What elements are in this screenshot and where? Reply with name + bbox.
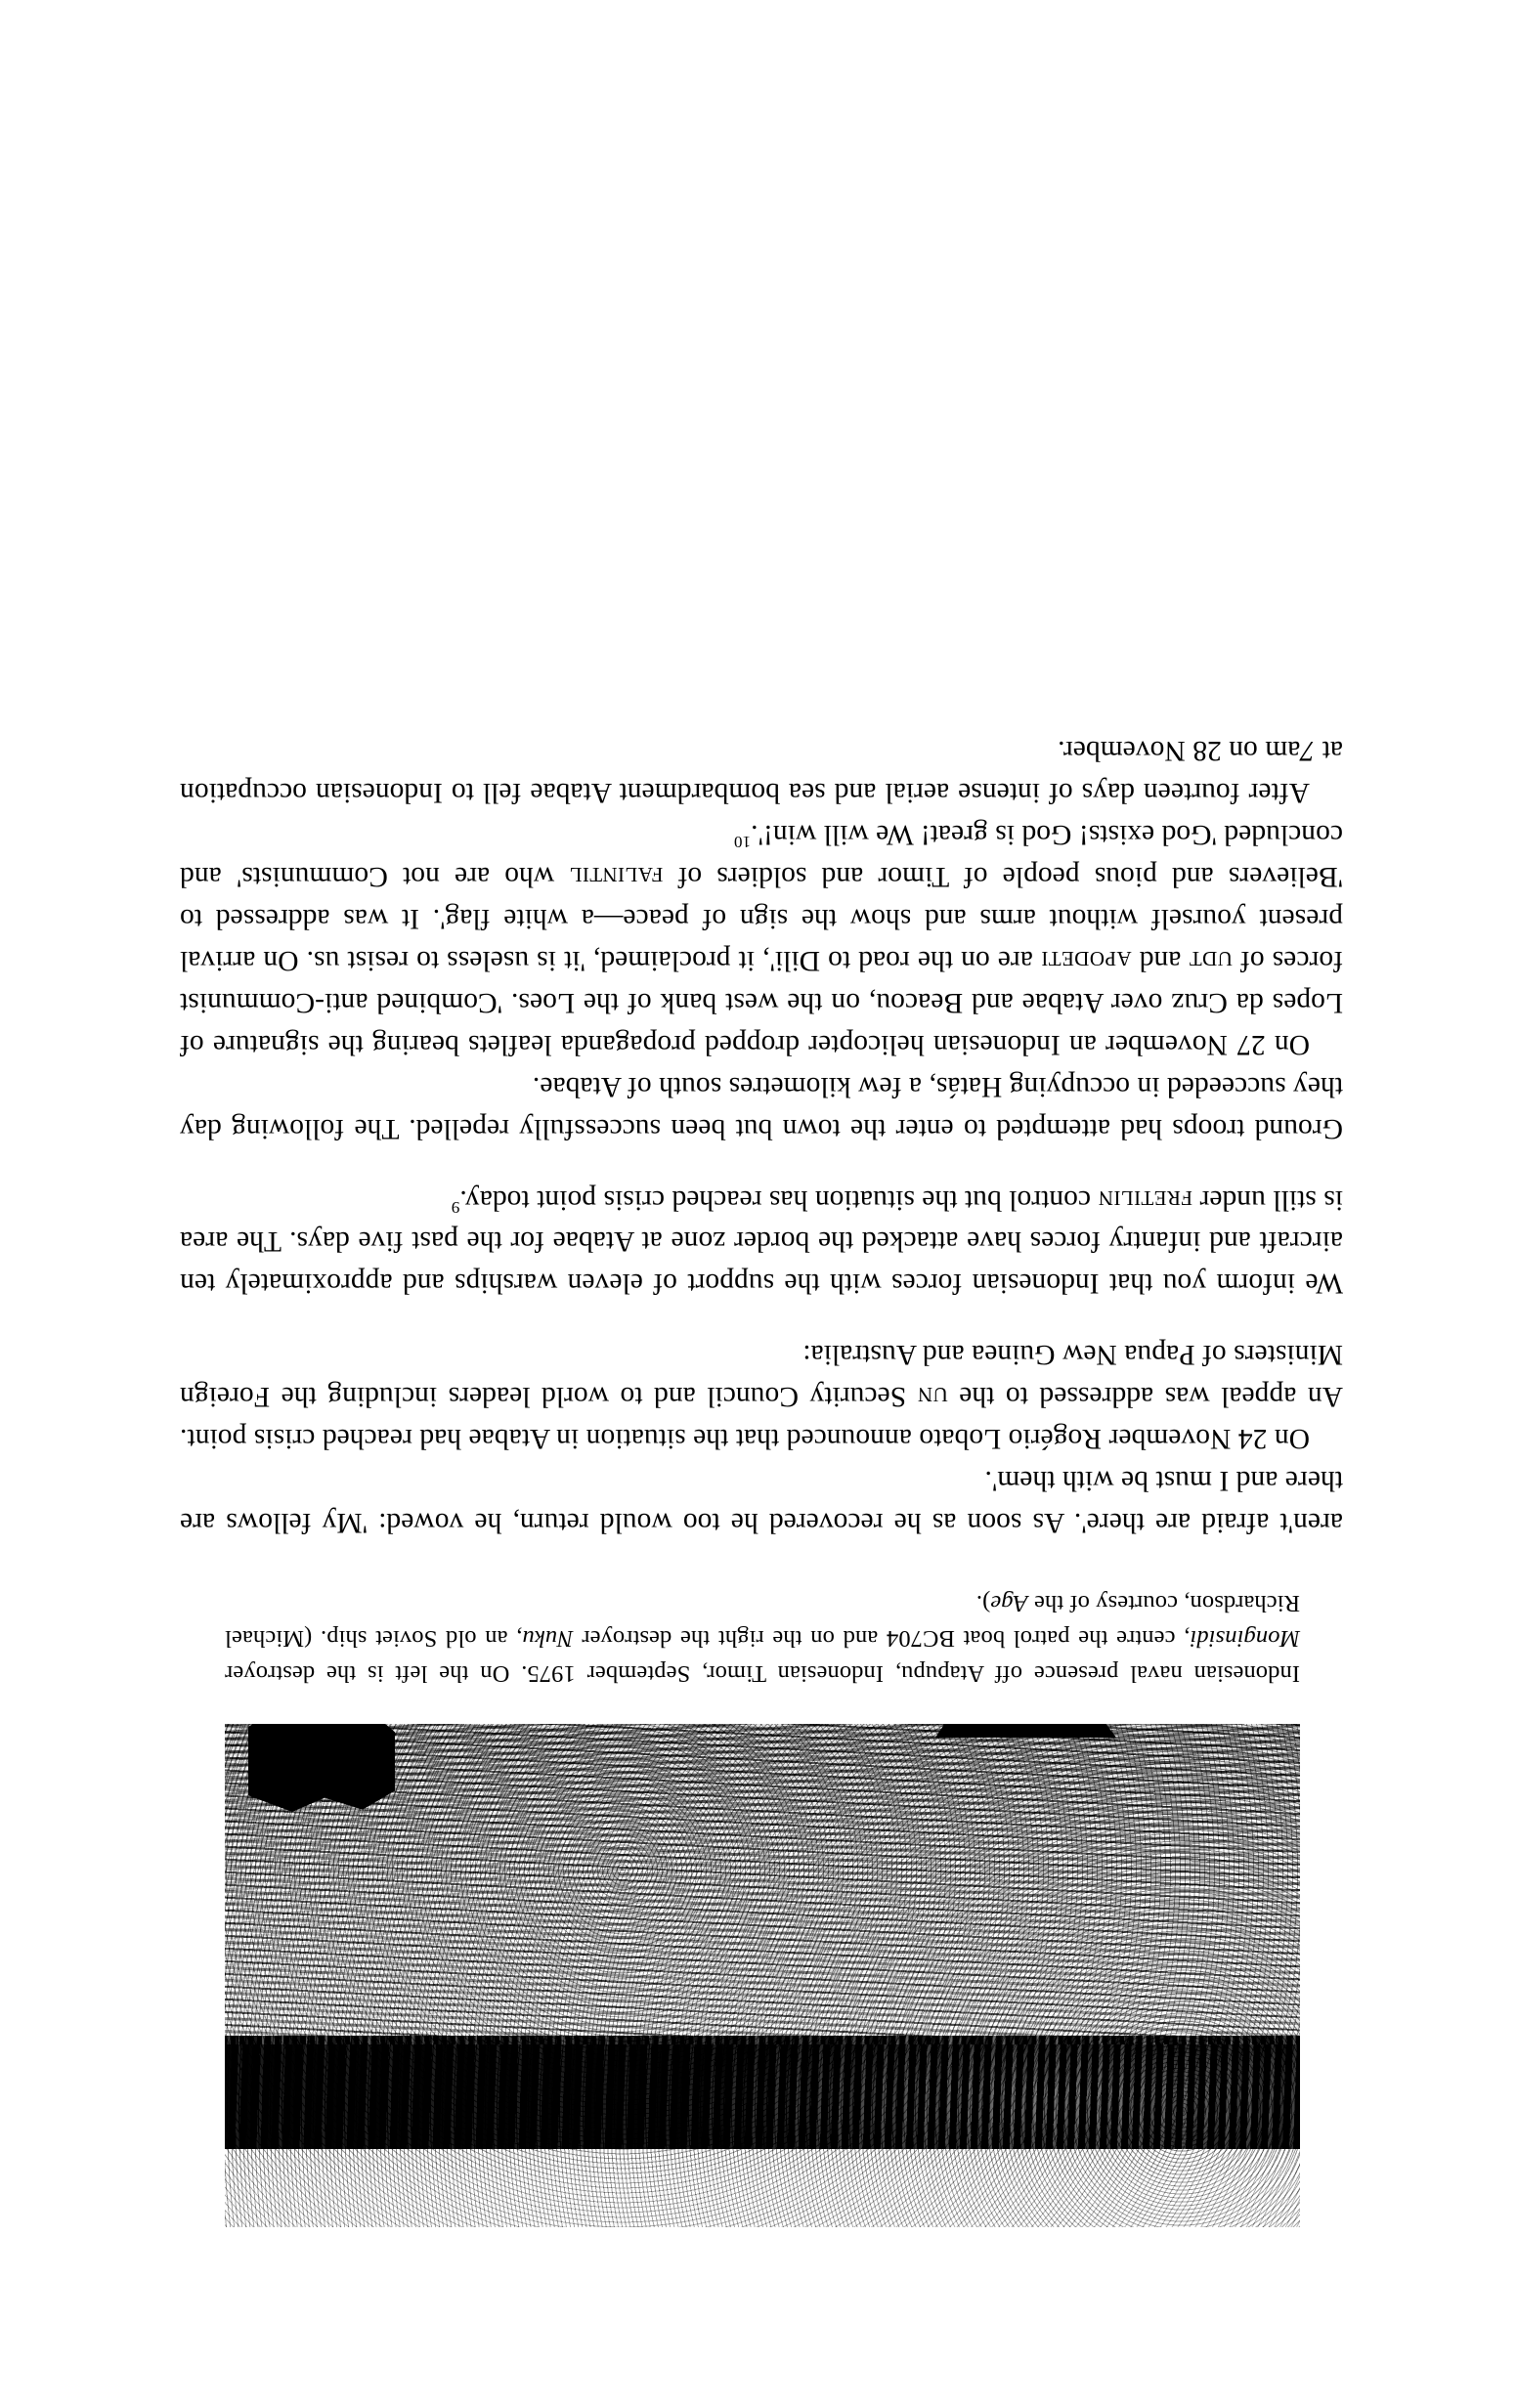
acronym-small-caps: fretilin	[1098, 1183, 1193, 1216]
body-paragraph	[180, 1333, 1343, 1459]
body-text-run: control but the situation has reached crisis point today.	[459, 1183, 1099, 1216]
body-paragraph	[180, 1179, 1343, 1305]
acronym-small-caps: apodeti	[1040, 944, 1132, 976]
body-text-run: On 27 November an Indonesian helicopter dropped propaganda leaflets bearing the signature of Lopes da Cruz over Atabae and Beacou, on the west bank of the Loes. 'Combined anti-Communist forces of	[180, 944, 1343, 1060]
acronym-small-caps: udt	[1189, 944, 1233, 976]
body-text-run: are on the road to Dili', it proclaimed, 'it is useless to resist us. On arrival present yourself without arms and show the sign of peace—a white flag'. It was addressed to 'Believers and pious people of Timor and soldiers of	[179, 861, 1343, 976]
figure-caption	[225, 1585, 1300, 1691]
italic-text: 7	[1300, 735, 1316, 767]
caption-ship-nuku: Nuku	[522, 1625, 574, 1652]
caption-ship-monginsidi: Monginsidi	[1190, 1625, 1300, 1652]
caption-text-1: Indonesian naval presence off Atapupu, Indonesian Timor, September 1975. On the left is the destroyer	[225, 1660, 1300, 1687]
body-text-column	[180, 729, 1343, 1543]
caption-source-age: Age	[990, 1590, 1028, 1616]
caption-text-2: , centre the patrol boat BC704 and on the right the destroyer	[573, 1625, 1191, 1652]
photograph	[225, 1724, 1300, 2227]
footnote-marker: 9	[451, 1197, 460, 1217]
body-paragraph	[180, 813, 1343, 1065]
page-content-area	[180, 155, 1343, 2227]
body-text-run: am on 28 November.	[1058, 735, 1301, 767]
body-text-run: We inform you that Indonesian forces with the support of eleven warships and approximately ten aircraft and infantry forces have attacked the border zone at Atabae for the past five days. The area is still under	[180, 1183, 1343, 1300]
body-text-run: After fourteen days of intense aerial and sea bombardment Atabae fell to Indonesian occupation at	[180, 735, 1343, 809]
body-text-run: Security Council and to world leaders including the Foreign Ministers of Papua New Guinea and Australia:	[179, 1339, 1343, 1413]
figure-block	[225, 1585, 1300, 2227]
acronym-small-caps: un	[917, 1381, 948, 1413]
body-paragraph	[180, 1065, 1343, 1149]
photo-halftone-noise	[225, 1724, 1300, 2227]
body-text-run: On 24 November Rogério Lobato announced that the situation in Atabae had reached crisis point. An appeal was addressed to the	[180, 1381, 1343, 1455]
body-text-run: and	[1131, 944, 1190, 976]
caption-text-4: ).	[975, 1590, 991, 1616]
body-paragraph	[180, 729, 1343, 813]
caption-text-3: , an old Soviet ship. (Michael Richardson, courtesy of the	[225, 1590, 1300, 1652]
footnote-marker: 10	[733, 833, 752, 851]
body-paragraph	[180, 1459, 1343, 1543]
body-text-run: Ground troops had attempted to enter the town but been successfully repelled. The following day they succeeded in occupying Hatás, a few kilometres south of Atabae.	[180, 1070, 1343, 1144]
body-text-run: aren't afraid are there'. As soon as he recovered he too would return, he vowed: 'My fellows are there and I must be with them'.	[180, 1465, 1343, 1538]
acronym-small-caps: falintil	[569, 861, 664, 893]
body-text-run: who are not Communists' and concluded 'God exists! God is great! We will win!'.	[180, 819, 1343, 893]
